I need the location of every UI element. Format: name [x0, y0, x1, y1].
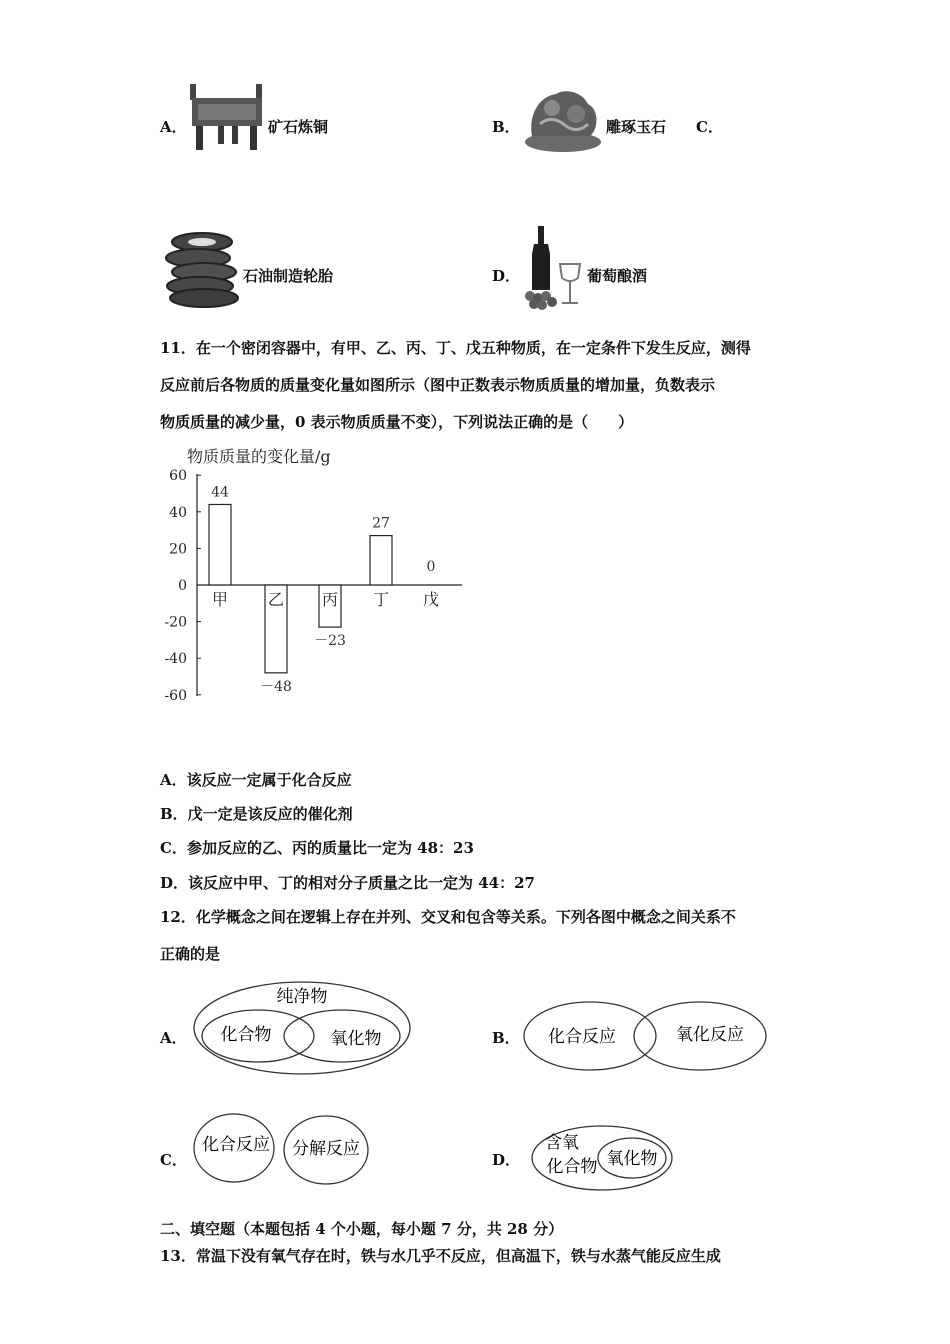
q12-letter-a: A． — [160, 1029, 187, 1047]
wine-grapes-icon — [522, 224, 584, 310]
data-label: 27 — [372, 515, 390, 532]
option-label: 石油制造轮胎 — [243, 267, 334, 285]
venn-label: 化合反应 — [548, 1027, 616, 1047]
q13-line-1: 13．常温下没有氧气存在时，铁与水几乎不反应，但高温下，铁与水蒸气能反应生成 — [160, 1247, 721, 1265]
venn-label: 氧化物 — [606, 1149, 658, 1169]
mass-change-bar-chart — [150, 440, 480, 710]
y-tick-label: 20 — [169, 541, 187, 558]
option-letter: A． — [160, 118, 187, 136]
category-label: 乙 — [267, 590, 285, 609]
category-label: 丙 — [321, 590, 339, 609]
q11-option-a: A．该反应一定属于化合反应 — [160, 771, 352, 789]
venn-label: 含氧 — [545, 1133, 579, 1153]
venn-label: 化合反应 — [202, 1135, 270, 1155]
data-label: －23 — [314, 633, 346, 650]
venn-diagram-a — [190, 978, 415, 1078]
venn-label: 化合物 — [220, 1025, 272, 1045]
option-letter: C． — [696, 118, 723, 136]
q12-letter-b: B． — [492, 1029, 520, 1047]
option-letter: B． — [492, 118, 520, 136]
q11-line-3: 物质质量的减少量，0 表示物质质量不变），下列说法正确的是（ ） — [160, 413, 634, 431]
section-heading: 二、填空题（本题包括 4 个小题，每小题 7 分，共 28 分） — [160, 1220, 564, 1238]
q11-option-c: C．参加反应的乙、丙的质量比一定为 48：23 — [160, 839, 474, 857]
q11-line-2: 反应前后各物质的质量变化量如图所示（图中正数表示物质质量的增加量，负数表示 — [160, 376, 716, 394]
tire-stack-icon — [162, 230, 242, 308]
q11-option-b: B．戊一定是该反应的催化剂 — [160, 805, 353, 823]
category-label: 丁 — [372, 590, 390, 609]
q11-option-d: D．该反应中甲、丁的相对分子质量之比一定为 44：27 — [160, 874, 535, 892]
y-tick-label: -60 — [164, 687, 187, 704]
y-tick-label: -20 — [164, 614, 187, 631]
chart-title: 物质质量的变化量/g — [187, 447, 331, 466]
data-label: 0 — [426, 559, 436, 575]
venn-diagram-c — [190, 1110, 372, 1190]
y-tick-label: 60 — [169, 468, 187, 485]
option-label: 矿石炼铜 — [268, 118, 329, 136]
y-tick-label: -40 — [164, 651, 187, 668]
venn-label: 氧化反应 — [676, 1025, 744, 1045]
venn-diagram-d — [530, 1120, 680, 1194]
data-label: －48 — [260, 678, 292, 695]
y-tick-label: 40 — [169, 504, 187, 521]
option-letter: D． — [492, 267, 521, 285]
q12-letter-c: C． — [160, 1151, 187, 1169]
q12-line-2: 正确的是 — [160, 945, 221, 963]
venn-label: 化合物 — [546, 1157, 598, 1177]
q11-line-1: 11．在一个密闭容器中，有甲、乙、丙、丁、戊五种物质，在一定条件下发生反应，测得 — [160, 339, 751, 357]
venn-diagram-b — [520, 998, 770, 1074]
q12-line-1: 12．化学概念之间在逻辑上存在并列、交叉和包含等关系。下列各图中概念之间关系不 — [160, 908, 736, 926]
q12-letter-d: D． — [492, 1151, 521, 1169]
category-label: 戊 — [422, 590, 440, 609]
ancient-bronze-ding-icon — [188, 76, 266, 154]
category-label: 甲 — [211, 590, 229, 609]
jade-carving-icon — [522, 84, 604, 154]
option-label: 葡萄酿酒 — [587, 267, 648, 285]
venn-label: 分解反应 — [292, 1139, 360, 1159]
venn-label: 氧化物 — [330, 1029, 382, 1049]
y-tick-label: 0 — [178, 578, 187, 594]
option-label: 雕琢玉石 — [606, 118, 667, 136]
bar — [209, 504, 231, 585]
bar — [370, 536, 392, 585]
data-label: 44 — [211, 484, 229, 501]
venn-label: 纯净物 — [276, 987, 328, 1007]
